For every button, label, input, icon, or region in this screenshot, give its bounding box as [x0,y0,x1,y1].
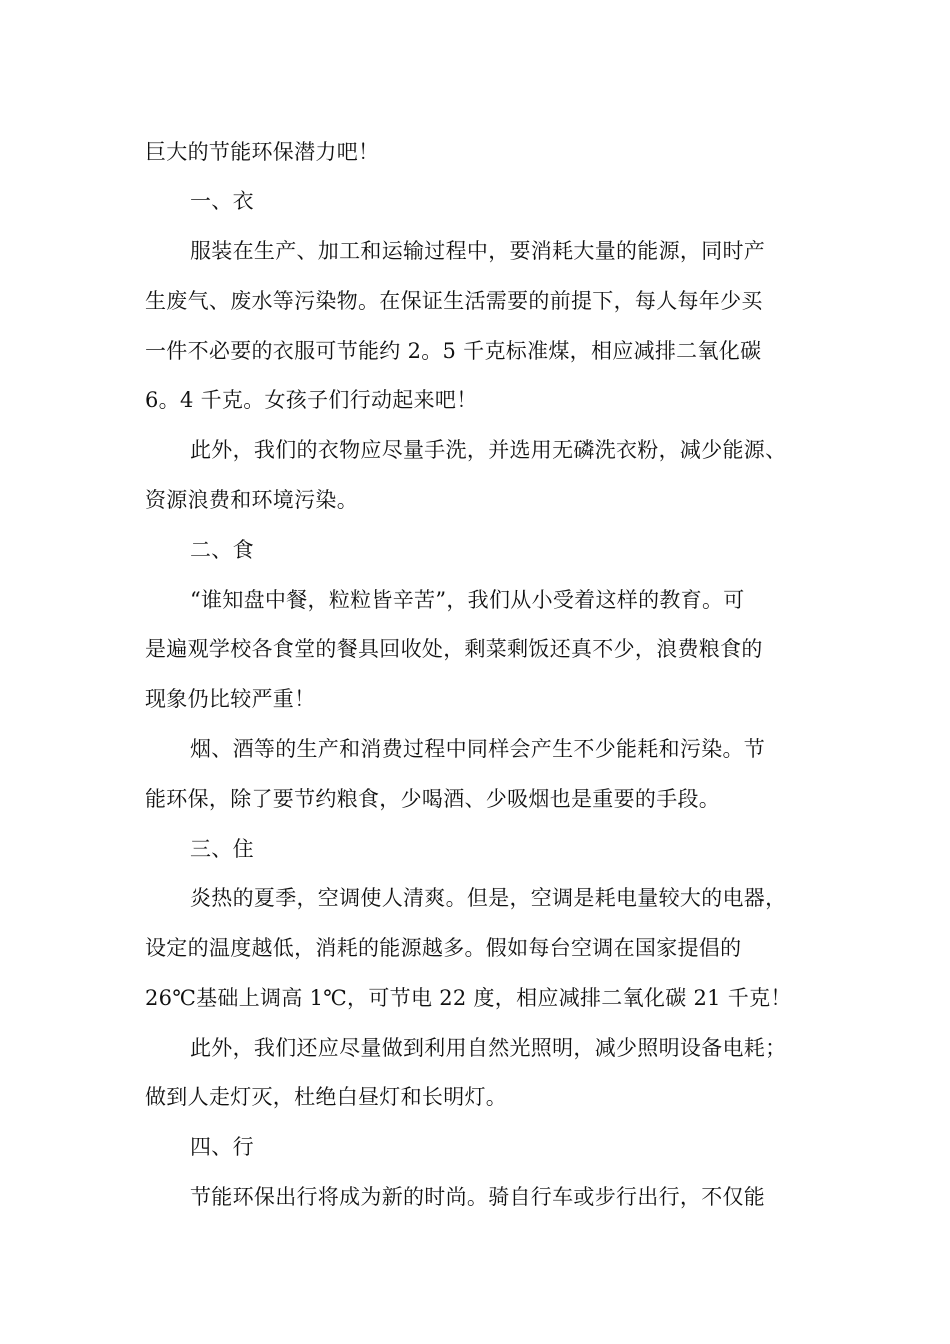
section-heading-food: 二、食 [190,538,254,562]
text-line: 一件不必要的衣服可节能约 2。5 千克标准煤，相应减排二氧化碳 [145,339,762,363]
text-line: 现象仍比较严重！ [145,687,316,711]
text-line: 做到人走灯灭，杜绝白昼灯和长明灯。 [145,1085,508,1109]
section-heading-housing: 三、住 [190,837,254,861]
text-line: 6。4 千克。女孩子们行动起来吧！ [145,388,478,412]
text-line: 资源浪费和环境污染。 [145,488,358,512]
text-line: 巨大的节能环保潜力吧！ [145,140,380,164]
text-line: 26℃基础上调高 1℃，可节电 22 度，相应减排二氧化碳 21 千克！ [145,986,792,1010]
text-line: 生废气、废水等污染物。在保证生活需要的前提下，每人每年少买 [145,289,763,313]
text-line: 服装在生产、加工和运输过程中，要消耗大量的能源，同时产 [190,239,766,263]
text-line: 节能环保出行将成为新的时尚。骑自行车或步行出行，不仅能 [190,1185,766,1209]
section-heading-clothing: 一、衣 [190,189,254,213]
text-line: 能环保，除了要节约粮食，少喝酒、少吸烟也是重要的手段。 [145,787,721,811]
text-line: 炎热的夏季，空调使人清爽。但是，空调是耗电量较大的电器， [190,886,787,910]
text-line: 烟、酒等的生产和消费过程中同样会产生不少能耗和污染。节 [190,737,766,761]
text-line: 此外，我们还应尽量做到利用自然光照明，减少照明设备电耗； [190,1036,787,1060]
text-line: 设定的温度越低，消耗的能源越多。假如每台空调在国家提倡的 [145,936,742,960]
text-line: 此外，我们的衣物应尽量手洗，并选用无磷洗衣粉，减少能源、 [190,438,787,462]
text-line: 是遍观学校各食堂的餐具回收处，剩菜剩饭还真不少，浪费粮食的 [145,637,763,661]
text-line: “谁知盘中餐，粒粒皆辛苦”，我们从小受着这样的教育。可 [190,588,745,612]
section-heading-transport: 四、行 [190,1135,254,1159]
